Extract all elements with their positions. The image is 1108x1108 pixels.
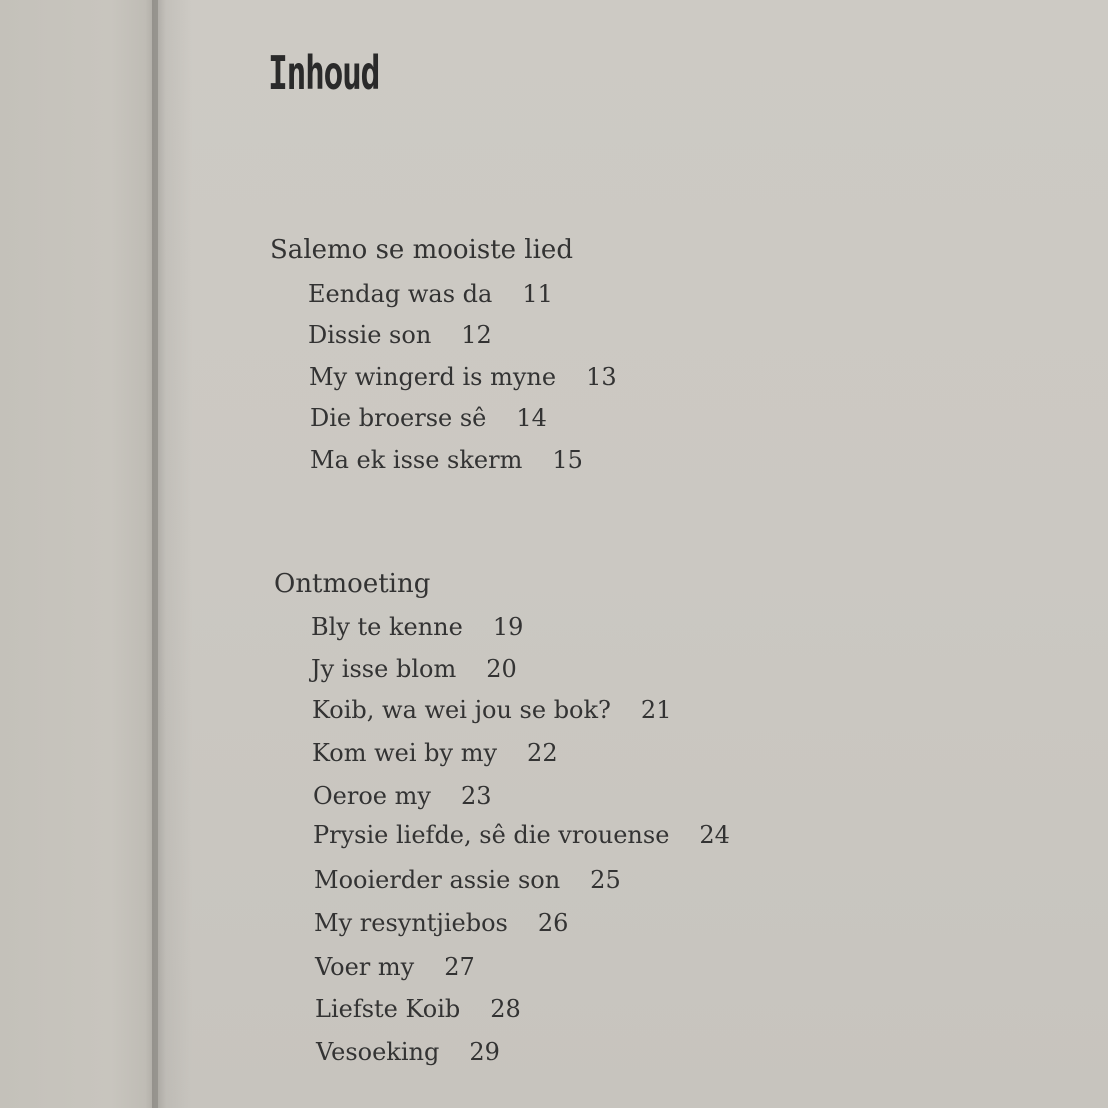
toc-entry [316, 1038, 500, 1066]
entry-title: Kom wei by my [312, 739, 498, 767]
toc-entry [313, 782, 492, 810]
entry-title: Dissie son [308, 321, 432, 349]
book-gutter-shadow [152, 0, 192, 1108]
entry-title: Liefste Koib [315, 995, 461, 1023]
entry-title: Eendag was da [308, 280, 493, 308]
entry-title: Koib, wa wei jou se bok? [312, 696, 611, 724]
section-title: Ontmoeting [274, 569, 431, 599]
section-title: Salemo se mooiste lied [270, 235, 573, 265]
toc-entry [312, 696, 671, 724]
toc-entry [310, 404, 547, 432]
toc-entry [314, 909, 568, 937]
contents-heading: Inhoud [268, 46, 380, 100]
entry-page-number: 25 [590, 866, 621, 894]
entry-page-number: 29 [469, 1038, 500, 1066]
entry-page-number: 12 [461, 321, 492, 349]
entry-title: Vesoeking [316, 1038, 440, 1066]
entry-page-number: 19 [492, 613, 524, 641]
toc-entry [308, 280, 553, 308]
entry-page-number: 11 [522, 280, 553, 308]
entry-title: Mooierder assie son [314, 866, 561, 894]
left-page-edge [0, 0, 158, 1108]
entry-page-number: 24 [699, 821, 730, 849]
entry-page-number: 21 [640, 696, 672, 724]
toc-entry [311, 655, 517, 683]
entry-page-number: 13 [586, 363, 617, 391]
toc-entry [309, 363, 617, 391]
entry-title: Prysie liefde, sê die vrouense [313, 821, 670, 849]
entry-page-number: 20 [486, 655, 517, 683]
entry-page-number: 27 [444, 953, 475, 981]
entry-title: My resyntjiebos [314, 909, 508, 937]
entry-title: Voer my [315, 953, 415, 981]
entry-title: My wingerd is myne [309, 363, 557, 391]
toc-entry [315, 995, 521, 1023]
toc-entry [311, 613, 523, 641]
toc-entry [314, 866, 621, 894]
entry-page-number: 26 [537, 909, 569, 937]
entry-page-number: 15 [552, 446, 583, 474]
right-page [158, 0, 1108, 1108]
toc-entry [312, 739, 558, 767]
entry-title: Die broerse sê [310, 404, 487, 432]
entry-title: Oeroe my [313, 782, 431, 810]
toc-entry [315, 953, 475, 981]
toc-entry [313, 821, 730, 849]
toc-entry [308, 321, 492, 349]
entry-page-number: 28 [490, 995, 521, 1023]
toc-entry [310, 446, 583, 474]
entry-page-number: 23 [460, 782, 492, 810]
entry-title: Jy isse blom [311, 655, 457, 683]
entry-title: Bly te kenne [311, 613, 463, 641]
entry-page-number: 14 [516, 404, 547, 432]
entry-page-number: 22 [527, 739, 558, 767]
entry-title: Ma ek isse skerm [310, 446, 523, 474]
